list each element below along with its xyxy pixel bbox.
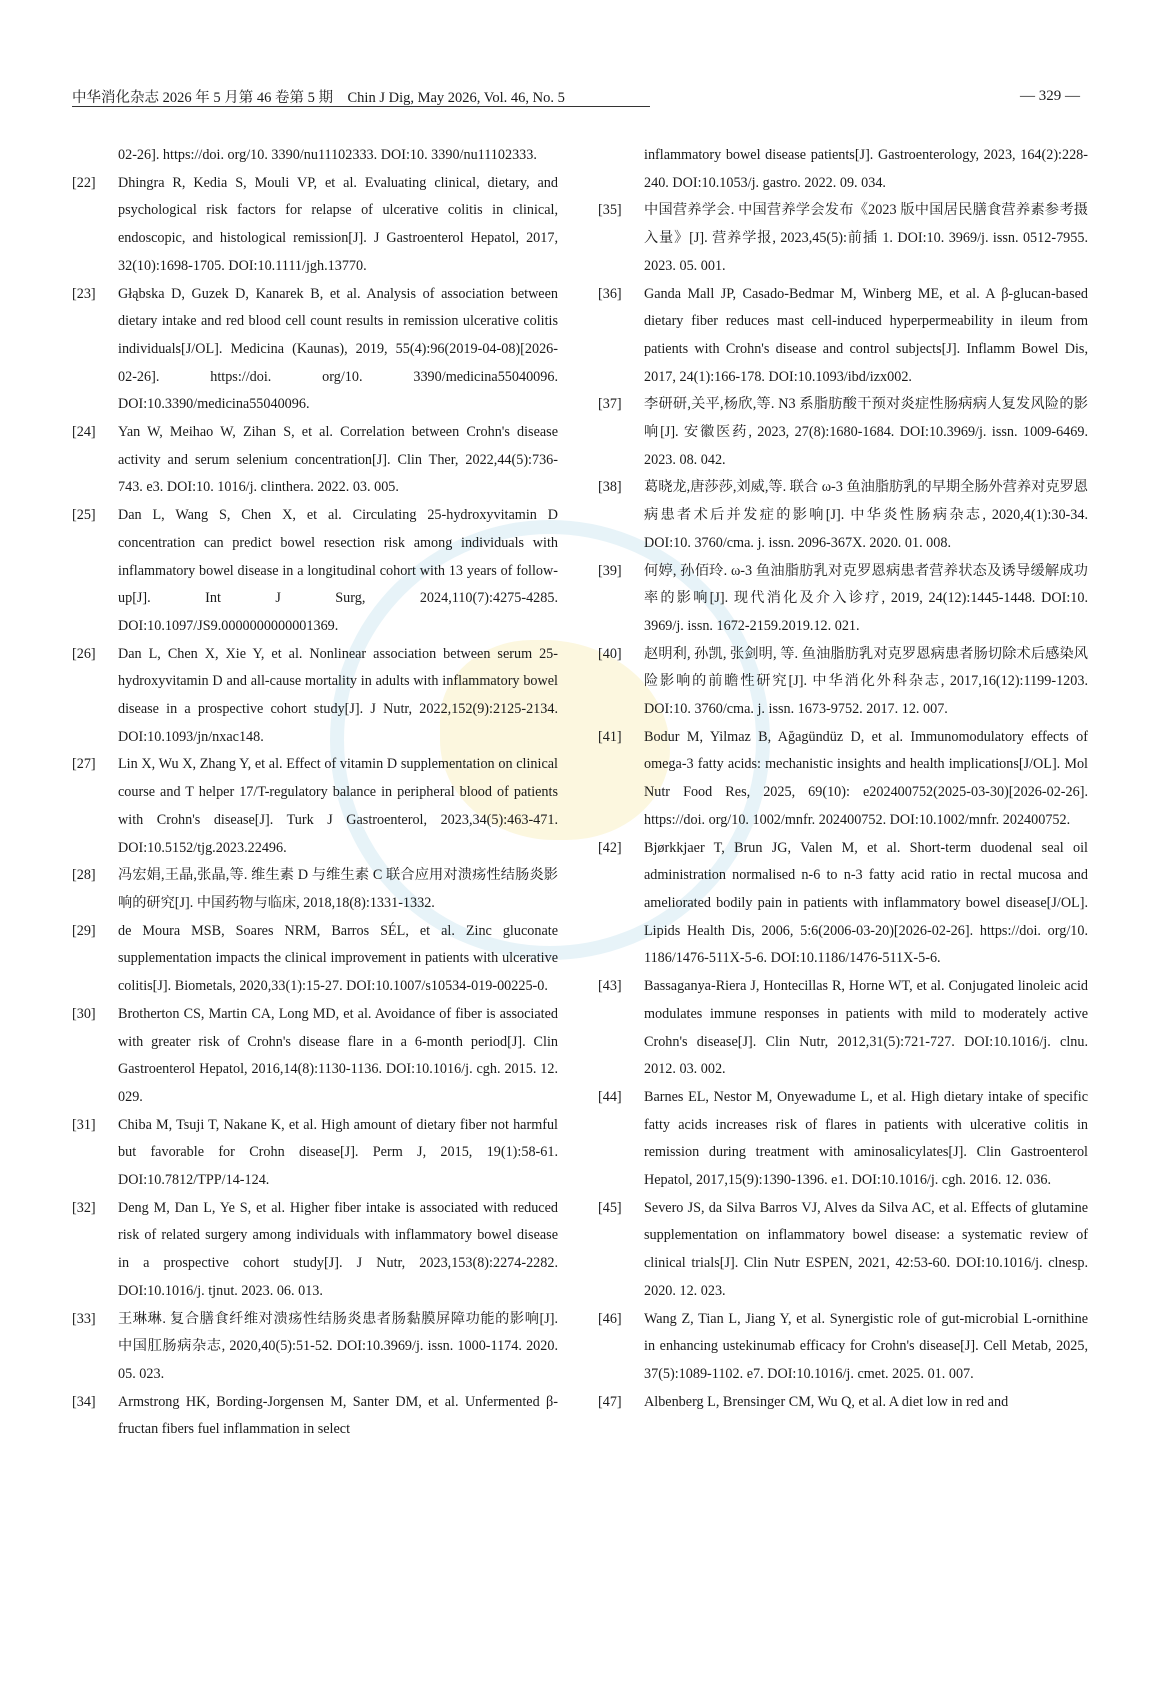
reference-number: [34]	[72, 1393, 96, 1410]
reference-number: [47]	[598, 1393, 622, 1410]
reference-text: Ganda Mall JP, Casado-Bedmar M, Winberg ME, et al. A β-glucan-based dietary fiber reduces mast cell-induced hyperpermeability in ileum from patients with Crohn's disease and control subjects[J]. Inflamm Bowel Dis, 2017, 24(1):166-178. DOI:10.1093/ibd/izx002.	[644, 285, 1088, 385]
reference-entry	[72, 1389, 558, 1444]
reference-entry	[72, 142, 558, 170]
reference-number: [45]	[598, 1199, 622, 1216]
reference-entry	[598, 641, 1088, 724]
reference-entry	[72, 1306, 558, 1389]
reference-text: Brotherton CS, Martin CA, Long MD, et al. Avoidance of fiber is associated with greater risk of Crohn's disease flare in a 6-month period[J]. Clin Gastroenterol Hepatol, 2016,14(8):1130-1136. DOI:10.1016/j. cgh. 2015. 12. 029.	[118, 1005, 558, 1105]
reference-number: [32]	[72, 1199, 96, 1216]
reference-number: [44]	[598, 1088, 622, 1105]
reference-number: [43]	[598, 978, 622, 995]
reference-text: 02-26]. https://doi. org/10. 3390/nu11102333. DOI:10. 3390/nu11102333.	[118, 147, 537, 163]
reference-entry	[72, 641, 558, 752]
reference-entry	[72, 862, 558, 917]
reference-number: [29]	[72, 922, 96, 939]
reference-entry	[72, 281, 558, 420]
reference-text: Chiba M, Tsuji T, Nakane K, et al. High amount of dietary fiber not harmful but favorable for Crohn disease[J]. Perm J, 2015, 19(1):58-61. DOI:10.7812/TPP/14-124.	[118, 1116, 558, 1189]
reference-text: Lin X, Wu X, Zhang Y, et al. Effect of vitamin D supplementation on clinical course and T helper 17/T-regulatory balance in peripheral blood of patients with Crohn's disease[J]. Turk J Gastroenterol, 2023,34(5):463-471. DOI:10.5152/tjg.2023.22496.	[118, 756, 558, 856]
reference-entry	[72, 751, 558, 862]
reference-entry	[598, 1389, 1088, 1417]
reference-text: 葛晓龙,唐莎莎,刘威,等. 联合 ω-3 鱼油脂肪乳的早期全肠外营养对克罗恩病患者术后并发症的影响[J]. 中华炎性肠病杂志, 2020,4(1):30-34. DOI:10. 3760/cma. j. issn. 2096-367X. 2020. 01. 008.	[644, 479, 1088, 551]
page-number: — 329 —	[1020, 88, 1080, 104]
reference-number: [22]	[72, 174, 96, 191]
reference-number: [23]	[72, 285, 96, 302]
reference-text: Deng M, Dan L, Ye S, et al. Higher fiber intake is associated with reduced risk of related surgery among individuals with inflammatory bowel disease in a prospective cohort study[J]. J Nutr, 2023,153(8):2274-2282. DOI:10.1016/j. tjnut. 2023. 06. 013.	[118, 1199, 558, 1299]
reference-number: [25]	[72, 507, 96, 524]
reference-number: [38]	[598, 479, 622, 496]
reference-entry	[598, 1306, 1088, 1389]
reference-entry	[598, 474, 1088, 557]
reference-number: [24]	[72, 424, 96, 441]
reference-number: [28]	[72, 867, 96, 884]
reference-entry	[72, 1195, 558, 1306]
reference-text: Yan W, Meihao W, Zihan S, et al. Correlation between Crohn's disease activity and serum selenium concentration[J]. Clin Ther, 2022,44(5):736-743. e3. DOI:10. 1016/j. clinthera. 2022. 03. 005.	[118, 424, 558, 496]
reference-column-left	[72, 142, 558, 1444]
reference-entry	[598, 197, 1088, 280]
reference-entry	[598, 724, 1088, 835]
reference-text: Dan L, Wang S, Chen X, et al. Circulating 25-hydroxyvitamin D concentration can predict bowel resection risk among individuals with inflammatory bowel disease in a longitudinal cohort with 13 years of follow-up[J]. Int J Surg, 2024,110(7):4275-4285. DOI:10.1097/JS9.0000000000001369.	[118, 507, 558, 634]
reference-entry	[598, 1195, 1088, 1306]
reference-text: 赵明利, 孙凯, 张剑明, 等. 鱼油脂肪乳对克罗恩病患者肠切除术后感染风险影响的前瞻性研究[J]. 中华消化外科杂志, 2017,16(12):1199-1203. DOI:10. 3760/cma. j. issn. 1673-9752. 2017. 12. 007.	[644, 645, 1088, 718]
reference-text: Dhingra R, Kedia S, Mouli VP, et al. Evaluating clinical, dietary, and psychological risk factors for relapse of ulcerative colitis in clinical, endoscopic, and histological remission[J]. J Gastroenterol Hepatol, 2017, 32(10):1698-1705. DOI:10.1111/jgh.13770.	[118, 174, 558, 274]
reference-entry	[598, 391, 1088, 474]
reference-entry	[72, 419, 558, 502]
reference-text: 何婷, 孙佰玲. ω-3 鱼油脂肪乳对克罗恩病患者营养状态及诱导缓解成功率的影响[J]. 现代消化及介入诊疗, 2019, 24(12):1445-1448. DOI:10. 3969/j. issn. 1672-2159.2019.12. 021.	[644, 562, 1088, 634]
reference-text: 中国营养学会. 中国营养学会发布《2023 版中国居民膳食营养素参考摄入量》[J]. 营养学报, 2023,45(5):前插 1. DOI:10. 3969/j. issn. 0512-7955. 2023. 05. 001.	[644, 202, 1088, 274]
header-rule	[72, 106, 650, 107]
page-header	[72, 82, 1080, 110]
reference-entry	[598, 835, 1088, 974]
reference-text: Severo JS, da Silva Barros VJ, Alves da Silva AC, et al. Effects of glutamine supplementation on inflammatory bowel disease: a systematic review of clinical trials[J]. Clin Nutr ESPEN, 2021, 42:53-60. DOI:10.1016/j. clnesp. 2020. 12. 023.	[644, 1199, 1088, 1299]
reference-text: Bodur M, Yilmaz B, Ağagündüz D, et al. Immunomodulatory effects of omega-3 fatty acids: mechanistic insights and health implications[J/OL]. Mol Nutr Food Res, 2025, 69(10): e202400752(2025-03-30)[2026-02-26]. https://doi. org/10. 1002/mnfr. 202400752. DOI:10.1002/mnfr. 202400752.	[644, 728, 1088, 828]
reference-text: de Moura MSB, Soares NRM, Barros SÉL, et al. Zinc gluconate supplementation impacts the clinical improvement in patients with ulcerative colitis[J]. Biometals, 2020,33(1):15-27. DOI:10.1007/s10534-019-00225-0.	[118, 922, 558, 995]
reference-number: [46]	[598, 1310, 622, 1327]
reference-number: [26]	[72, 645, 96, 662]
reference-text: Wang Z, Tian L, Jiang Y, et al. Synergistic role of gut-microbial L-ornithine in enhancing ustekinumab efficacy for Crohn's disease[J]. Cell Metab, 2025, 37(5):1089-1102. e7. DOI:10.1016/j. cmet. 2025. 01. 007.	[644, 1310, 1088, 1382]
reference-entry	[72, 1112, 558, 1195]
reference-number: [35]	[598, 202, 622, 219]
reference-entry	[598, 973, 1088, 1084]
reference-column-right	[598, 142, 1088, 1416]
reference-text: Barnes EL, Nestor M, Onyewadume L, et al. High dietary intake of specific fatty acids increases risk of flares in patients with ulcerative colitis in remission during treatment with aminosalicylates[J]. Clin Gastroenterol Hepatol, 2017,15(9):1390-1396. e1. DOI:10.1016/j. cgh. 2016. 12. 036.	[644, 1088, 1088, 1189]
reference-number: [30]	[72, 1005, 96, 1022]
reference-entry	[598, 142, 1088, 197]
reference-number: [40]	[598, 645, 622, 662]
journal-running-head: 中华消化杂志 2026 年 5 月第 46 卷第 5 期 Chin J Dig, May 2026, Vol. 46, No. 5	[72, 90, 565, 106]
reference-entry	[72, 918, 558, 1001]
reference-text: Bassaganya-Riera J, Hontecillas R, Horne WT, et al. Conjugated linoleic acid modulates immune responses in patients with mild to moderately active Crohn's disease[J]. Clin Nutr, 2012,31(5):721-727. DOI:10.1016/j. clnu. 2012. 03. 002.	[644, 978, 1088, 1078]
reference-entry	[598, 281, 1088, 392]
reference-text: Głąbska D, Guzek D, Kanarek B, et al. Analysis of association between dietary intake and red blood cell count results in remission ulcerative colitis individuals[J/OL]. Medicina (Kaunas), 2019, 55(4):96(2019-04-08)[2026-02-26]. https://doi. org/10. 3390/medicina55040096. DOI:10.3390/medicina55040096.	[118, 285, 558, 413]
reference-number: [42]	[598, 839, 622, 856]
reference-text: 王琳琳. 复合膳食纤维对溃疡性结肠炎患者肠黏膜屏障功能的影响[J]. 中国肛肠病杂志, 2020,40(5):51-52. DOI:10.3969/j. issn. 1000-1174. 2020. 05. 023.	[118, 1310, 558, 1382]
reference-text: inflammatory bowel disease patients[J]. Gastroenterology, 2023, 164(2):228-240. DOI:10.1053/j. gastro. 2022. 09. 034.	[644, 147, 1088, 191]
reference-text: Armstrong HK, Bording-Jorgensen M, Santer DM, et al. Unfermented β-fructan fibers fuel inflammation in select	[118, 1393, 558, 1438]
reference-text: Dan L, Chen X, Xie Y, et al. Nonlinear association between serum 25-hydroxyvitamin D and all-cause mortality in adults with inflammatory bowel disease in a prospective cohort study[J]. J Nutr, 2022,152(9):2125-2134. DOI:10.1093/jn/nxac148.	[118, 645, 558, 745]
reference-entry	[72, 502, 558, 641]
reference-entry	[598, 558, 1088, 641]
reference-text: Bjørkkjaer T, Brun JG, Valen M, et al. Short-term duodenal seal oil administration normalised n-6 to n-3 fatty acid ratio in rectal mucosa and ameliorated bodily pain in patients with inflammatory bowel disease[J/OL]. Lipids Health Dis, 2006, 5:6(2006-03-20)[2026-02-26]. https://doi. org/10. 1186/1476-511X-5-6. DOI:10.1186/1476-511X-5-6.	[644, 839, 1088, 967]
reference-number: [27]	[72, 756, 96, 773]
reference-entry	[598, 1084, 1088, 1195]
reference-number: [36]	[598, 285, 622, 302]
reference-number: [31]	[72, 1116, 96, 1133]
reference-entry	[72, 170, 558, 281]
reference-entry	[72, 1001, 558, 1112]
reference-text: 冯宏娟,王晶,张晶,等. 维生素 D 与维生素 C 联合应用对溃疡性结肠炎影响的研究[J]. 中国药物与临床, 2018,18(8):1331-1332.	[118, 867, 558, 911]
reference-text: Albenberg L, Brensinger CM, Wu Q, et al. A diet low in red and	[644, 1393, 1009, 1410]
reference-text: 李研研,关平,杨欣,等. N3 系脂肪酸干预对炎症性肠病病人复发风险的影响[J]. 安徽医药, 2023, 27(8):1680-1684. DOI:10.3969/j. issn. 1009-6469. 2023. 08. 042.	[644, 396, 1088, 468]
reference-number: [41]	[598, 728, 622, 745]
reference-number: [39]	[598, 562, 622, 579]
reference-number: [37]	[598, 396, 622, 413]
reference-number: [33]	[72, 1310, 96, 1327]
